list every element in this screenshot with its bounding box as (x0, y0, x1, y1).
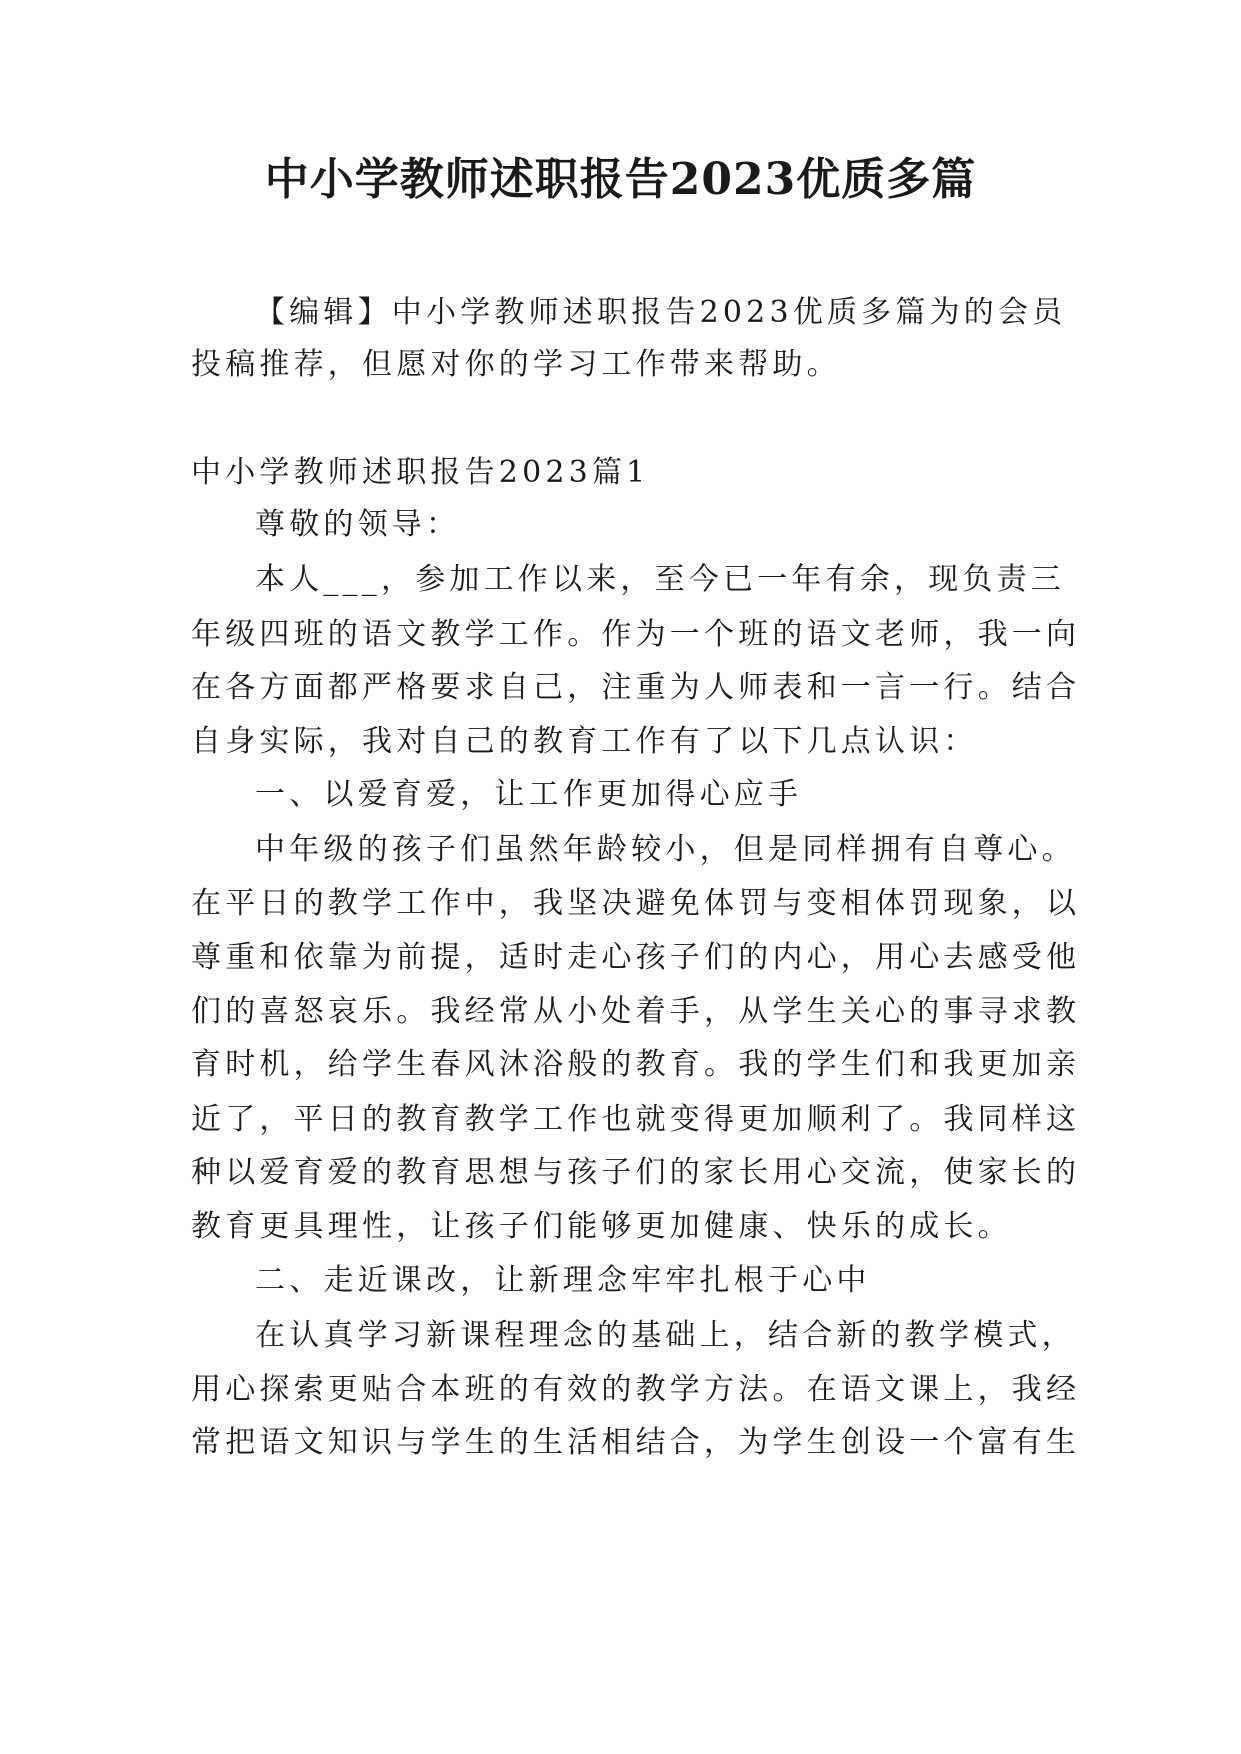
paragraph-line: 自身实际，我对自己的教育工作有了以下几点认识： (191, 724, 978, 759)
document-title: 中小学教师述职报告2023优质多篇 (264, 154, 977, 205)
paragraph-line: 中年级的孩子们虽然年龄较小，但是同样拥有自尊心。 (255, 832, 1076, 867)
intro-line-2: 投稿推荐，但愿对你的学习工作带来帮助。 (191, 347, 841, 382)
paragraph-line: 常把语文知识与学生的生活相结合，为学生创设一个富有生 (191, 1425, 1081, 1460)
section-heading: 中小学教师述职报告2023篇1 (191, 455, 650, 490)
paragraph-line: 种以爱育爱的教育思想与孩子们的家长用心交流，使家长的 (191, 1155, 1081, 1190)
paragraph-line: 育时机，给学生春风沐浴般的教育。我的学生们和我更加亲 (191, 1047, 1081, 1082)
paragraph-line: 在各方面都严格要求自己，注重为人师表和一言一行。结合 (191, 670, 1081, 705)
paragraph-line: 尊重和依靠为前提，适时走心孩子们的内心，用心去感受他 (191, 940, 1081, 975)
subheading-2: 二、走近课改，让新理念牢牢扎根于心中 (255, 1263, 871, 1298)
paragraph-line: 在认真学习新课程理念的基础上，结合新的教学模式， (255, 1318, 1076, 1353)
subheading-1: 一、以爱育爱，让工作更加得心应手 (255, 777, 803, 812)
paragraph-line: 教育更具理性，让孩子们能够更加健康、快乐的成长。 (191, 1209, 1012, 1244)
paragraph-line: 在平日的教学工作中，我坚决避免体罚与变相体罚现象，以 (191, 886, 1081, 921)
salutation: 尊敬的领导： (255, 507, 461, 542)
paragraph-line: 年级四班的语文教学工作。作为一个班的语文老师，我一向 (191, 617, 1081, 652)
paragraph-line: 用心探索更贴合本班的有效的教学方法。在语文课上，我经 (191, 1372, 1081, 1407)
paragraph-line: 们的喜怒哀乐。我经常从小处着手，从学生关心的事寻求教 (191, 994, 1081, 1029)
paragraph-line: 近了，平日的教育教学工作也就变得更加顺利了。我同样这 (191, 1102, 1081, 1137)
paragraph-line: 本人___，参加工作以来，至今已一年有余，现负责三 (255, 562, 1065, 597)
intro-line-1: 【编辑】中小学教师述职报告2023优质多篇为的会员 (255, 295, 1067, 330)
